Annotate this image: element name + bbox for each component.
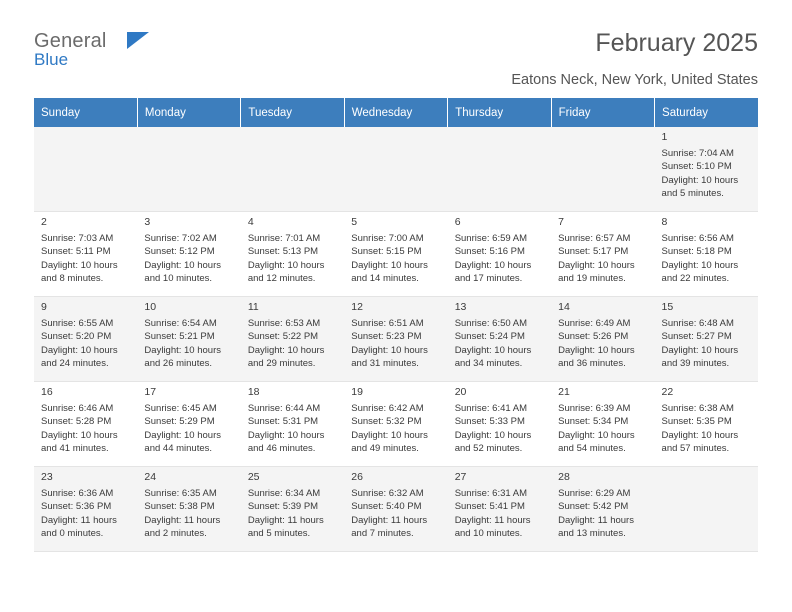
sunset-text: Sunset: 5:42 PM: [558, 501, 629, 513]
sunrise-text: Sunrise: 6:35 AM: [144, 488, 217, 499]
daylight-text: Daylight: 10 hours: [454, 259, 532, 271]
sunrise-text: Sunrise: 6:45 AM: [144, 403, 217, 414]
sunset-text: Sunset: 5:18 PM: [661, 246, 732, 258]
day-number: 3: [144, 216, 151, 228]
sunrise-text: Sunrise: 6:42 AM: [351, 403, 424, 414]
calendar-day-empty: [137, 127, 240, 212]
sunset-text: Sunset: 5:24 PM: [454, 331, 525, 343]
daylight-text: Daylight: 11 hours: [558, 514, 634, 526]
sunset-text: Sunset: 5:10 PM: [661, 161, 732, 173]
calendar-day-empty: [241, 127, 344, 212]
day-number: 24: [144, 471, 157, 483]
sunrise-text: Sunrise: 7:01 AM: [247, 233, 321, 244]
daylight-text: Daylight: 10 hours: [144, 259, 221, 271]
day-number: 6: [454, 216, 461, 228]
weekday-header-friday: Friday: [551, 98, 654, 127]
logo-secondary-text: Blue: [34, 50, 69, 69]
calendar-day-empty: [34, 127, 137, 212]
sunrise-text: Sunrise: 6:51 AM: [351, 318, 424, 329]
sunset-text: Sunset: 5:20 PM: [41, 331, 112, 343]
daylight-text: Daylight: 10 hours: [454, 429, 532, 441]
daylight-text: and 39 minutes.: [661, 358, 730, 370]
weekday-header-saturday: Saturday: [655, 98, 758, 127]
calendar-day-cell[interactable]: [448, 382, 551, 467]
daylight-text: Daylight: 10 hours: [41, 429, 118, 441]
daylight-text: Daylight: 10 hours: [247, 259, 325, 271]
weekday-header-tuesday: Tuesday: [241, 98, 344, 127]
daylight-text: Daylight: 10 hours: [41, 344, 118, 356]
day-number: 4: [247, 216, 254, 228]
daylight-text: Daylight: 10 hours: [351, 344, 428, 356]
daylight-text: and 52 minutes.: [454, 443, 523, 455]
calendar-day-cell[interactable]: [344, 467, 447, 552]
sunrise-text: Sunrise: 6:38 AM: [661, 403, 734, 414]
calendar-day-cell[interactable]: [241, 382, 344, 467]
sunrise-text: Sunrise: 7:04 AM: [661, 148, 734, 159]
sunset-text: Sunset: 5:26 PM: [558, 331, 629, 343]
calendar-day-cell[interactable]: [551, 297, 654, 382]
calendar-body: [34, 127, 758, 552]
sunset-text: Sunset: 5:36 PM: [41, 501, 112, 513]
daylight-text: and 2 minutes.: [144, 528, 207, 540]
sunrise-text: Sunrise: 6:54 AM: [144, 318, 217, 329]
daylight-text: Daylight: 10 hours: [351, 259, 428, 271]
sunrise-text: Sunrise: 6:49 AM: [558, 318, 631, 329]
triangle-mark-icon: [127, 32, 149, 49]
daylight-text: and 17 minutes.: [454, 273, 523, 285]
sunset-text: Sunset: 5:33 PM: [454, 416, 525, 428]
calendar-day-cell[interactable]: [655, 297, 758, 382]
calendar-day-empty: [448, 127, 551, 212]
day-number: 7: [558, 216, 564, 228]
day-number: 19: [351, 386, 363, 398]
daylight-text: and 54 minutes.: [558, 443, 626, 455]
day-number: 18: [247, 386, 260, 398]
daylight-text: Daylight: 10 hours: [558, 344, 635, 356]
sunrise-text: Sunrise: 7:00 AM: [351, 233, 424, 244]
day-number: 9: [41, 301, 47, 313]
daylight-text: Daylight: 10 hours: [454, 344, 532, 356]
sunrise-text: Sunrise: 6:59 AM: [454, 233, 528, 244]
calendar-day-cell[interactable]: [34, 467, 137, 552]
calendar-day-cell[interactable]: [241, 297, 344, 382]
calendar-week-row: [34, 212, 758, 297]
calendar-day-cell[interactable]: [137, 467, 240, 552]
daylight-text: and 10 minutes.: [144, 273, 213, 285]
weekday-header-sunday: Sunday: [34, 98, 137, 127]
sunset-text: Sunset: 5:22 PM: [247, 331, 319, 343]
day-number: 10: [144, 301, 157, 313]
day-number: 1: [661, 131, 668, 143]
daylight-text: Daylight: 10 hours: [144, 429, 221, 441]
calendar-day-cell[interactable]: [448, 297, 551, 382]
daylight-text: and 26 minutes.: [144, 358, 213, 370]
daylight-text: and 34 minutes.: [454, 358, 523, 370]
calendar-day-empty: [655, 467, 758, 552]
day-number: 16: [41, 386, 53, 398]
sunset-text: Sunset: 5:31 PM: [247, 416, 319, 428]
daylight-text: Daylight: 10 hours: [558, 429, 635, 441]
daylight-text: Daylight: 11 hours: [144, 514, 221, 526]
calendar-day-cell[interactable]: [137, 297, 240, 382]
daylight-text: Daylight: 11 hours: [247, 514, 324, 526]
weekday-header-thursday: Thursday: [448, 98, 551, 127]
sunrise-text: Sunrise: 6:46 AM: [41, 403, 114, 414]
daylight-text: Daylight: 10 hours: [351, 429, 428, 441]
daylight-text: and 41 minutes.: [41, 443, 109, 455]
sunset-text: Sunset: 5:38 PM: [144, 501, 215, 513]
sunrise-sunset-calendar: [34, 98, 758, 552]
daylight-text: and 57 minutes.: [661, 443, 730, 455]
sunrise-text: Sunrise: 6:48 AM: [661, 318, 734, 329]
daylight-text: Daylight: 11 hours: [351, 514, 428, 526]
sunset-text: Sunset: 5:13 PM: [247, 246, 319, 258]
calendar-day-empty: [344, 127, 447, 212]
sunset-text: Sunset: 5:17 PM: [558, 246, 629, 258]
day-number: 28: [558, 471, 570, 483]
calendar-day-cell[interactable]: [344, 297, 447, 382]
day-number: 21: [558, 386, 570, 398]
calendar-day-cell[interactable]: [137, 212, 240, 297]
calendar-day-cell[interactable]: [34, 212, 137, 297]
day-number: 2: [41, 216, 47, 228]
daylight-text: and 0 minutes.: [41, 528, 104, 540]
sunset-text: Sunset: 5:12 PM: [144, 246, 215, 258]
daylight-text: and 7 minutes.: [351, 528, 414, 540]
daylight-text: and 13 minutes.: [558, 528, 626, 540]
day-number: 25: [247, 471, 260, 483]
day-number: 15: [661, 301, 674, 313]
daylight-text: Daylight: 10 hours: [661, 174, 739, 186]
sunrise-text: Sunrise: 6:32 AM: [351, 488, 424, 499]
calendar-week-row: [34, 297, 758, 382]
calendar-day-cell[interactable]: [551, 382, 654, 467]
location-subtitle: Eatons Neck, New York, United States: [511, 72, 758, 88]
daylight-text: Daylight: 11 hours: [454, 514, 531, 526]
calendar-day-cell[interactable]: [655, 382, 758, 467]
sunset-text: Sunset: 5:11 PM: [41, 246, 111, 258]
daylight-text: Daylight: 10 hours: [41, 259, 118, 271]
daylight-text: Daylight: 10 hours: [661, 259, 739, 271]
daylight-text: and 12 minutes.: [247, 273, 316, 285]
calendar-day-cell[interactable]: [551, 212, 654, 297]
daylight-text: Daylight: 10 hours: [661, 344, 739, 356]
calendar-day-cell[interactable]: [241, 212, 344, 297]
calendar-day-cell[interactable]: [241, 467, 344, 552]
calendar-day-cell[interactable]: [344, 212, 447, 297]
weekday-header-monday: Monday: [137, 98, 240, 127]
daylight-text: Daylight: 10 hours: [247, 429, 325, 441]
calendar-day-cell[interactable]: [137, 382, 240, 467]
sunset-text: Sunset: 5:15 PM: [351, 246, 422, 258]
daylight-text: Daylight: 10 hours: [661, 429, 739, 441]
sunset-text: Sunset: 5:21 PM: [144, 331, 215, 343]
day-number: 22: [661, 386, 674, 398]
day-number: 5: [351, 216, 358, 228]
calendar-day-cell[interactable]: [34, 297, 137, 382]
sunset-text: Sunset: 5:41 PM: [454, 501, 525, 513]
daylight-text: and 19 minutes.: [558, 273, 626, 285]
calendar-day-cell[interactable]: [448, 467, 551, 552]
sunrise-text: Sunrise: 6:31 AM: [454, 488, 528, 499]
sunset-text: Sunset: 5:40 PM: [351, 501, 422, 513]
daylight-text: and 5 minutes.: [247, 528, 311, 540]
sunset-text: Sunset: 5:32 PM: [351, 416, 422, 428]
sunrise-text: Sunrise: 6:53 AM: [247, 318, 321, 329]
sunset-text: Sunset: 5:35 PM: [661, 416, 732, 428]
calendar-week-row: [34, 127, 758, 212]
calendar-day-cell[interactable]: [448, 212, 551, 297]
sunrise-text: Sunrise: 7:03 AM: [41, 233, 114, 244]
daylight-text: Daylight: 11 hours: [41, 514, 117, 526]
sunrise-text: Sunrise: 6:29 AM: [558, 488, 631, 499]
daylight-text: Daylight: 10 hours: [558, 259, 635, 271]
calendar-day-cell[interactable]: [655, 127, 758, 212]
day-number: 14: [558, 301, 570, 313]
day-number: 12: [351, 301, 363, 313]
daylight-text: and 29 minutes.: [247, 358, 316, 370]
day-number: 11: [247, 301, 259, 313]
day-number: 20: [454, 386, 467, 398]
sunrise-text: Sunrise: 6:34 AM: [247, 488, 321, 499]
day-number: 13: [454, 301, 467, 313]
sunrise-text: Sunrise: 6:44 AM: [247, 403, 321, 414]
daylight-text: and 5 minutes.: [661, 188, 724, 200]
day-number: 23: [41, 471, 53, 483]
daylight-text: and 31 minutes.: [351, 358, 419, 370]
sunset-text: Sunset: 5:23 PM: [351, 331, 422, 343]
calendar-day-cell[interactable]: [344, 382, 447, 467]
logo[interactable]: [34, 28, 164, 69]
day-number: 26: [351, 471, 363, 483]
daylight-text: and 14 minutes.: [351, 273, 419, 285]
calendar-day-cell[interactable]: [655, 212, 758, 297]
sunrise-text: Sunrise: 6:57 AM: [558, 233, 631, 244]
sunset-text: Sunset: 5:39 PM: [247, 501, 319, 513]
daylight-text: and 22 minutes.: [661, 273, 730, 285]
day-number: 8: [661, 216, 668, 228]
daylight-text: and 8 minutes.: [41, 273, 104, 285]
sunset-text: Sunset: 5:27 PM: [661, 331, 732, 343]
logo-primary-text: General: [34, 30, 107, 52]
sunrise-text: Sunrise: 6:36 AM: [41, 488, 114, 499]
calendar-week-row: [34, 467, 758, 552]
sunset-text: Sunset: 5:29 PM: [144, 416, 215, 428]
daylight-text: and 46 minutes.: [247, 443, 316, 455]
sunrise-text: Sunrise: 6:50 AM: [454, 318, 528, 329]
weekday-header-row: [34, 98, 758, 127]
sunrise-text: Sunrise: 6:39 AM: [558, 403, 631, 414]
page-title: February 2025: [595, 29, 758, 57]
sunset-text: Sunset: 5:34 PM: [558, 416, 629, 428]
sunset-text: Sunset: 5:16 PM: [454, 246, 525, 258]
daylight-text: and 44 minutes.: [144, 443, 213, 455]
sunset-text: Sunset: 5:28 PM: [41, 416, 112, 428]
day-number: 17: [144, 386, 157, 398]
daylight-text: and 24 minutes.: [41, 358, 109, 370]
sunrise-text: Sunrise: 7:02 AM: [144, 233, 217, 244]
daylight-text: Daylight: 10 hours: [144, 344, 221, 356]
calendar-day-cell[interactable]: [551, 467, 654, 552]
page-header: [34, 0, 758, 86]
calendar-day-empty: [551, 127, 654, 212]
daylight-text: Daylight: 10 hours: [247, 344, 325, 356]
daylight-text: and 10 minutes.: [454, 528, 523, 540]
day-number: 27: [454, 471, 467, 483]
sunrise-text: Sunrise: 6:55 AM: [41, 318, 114, 329]
sunrise-text: Sunrise: 6:41 AM: [454, 403, 528, 414]
title-block: [511, 28, 758, 89]
daylight-text: and 49 minutes.: [351, 443, 419, 455]
daylight-text: and 36 minutes.: [558, 358, 626, 370]
weekday-header-wednesday: Wednesday: [344, 98, 447, 127]
calendar-week-row: [34, 382, 758, 467]
sunrise-text: Sunrise: 6:56 AM: [661, 233, 734, 244]
calendar-day-cell[interactable]: [34, 382, 137, 467]
